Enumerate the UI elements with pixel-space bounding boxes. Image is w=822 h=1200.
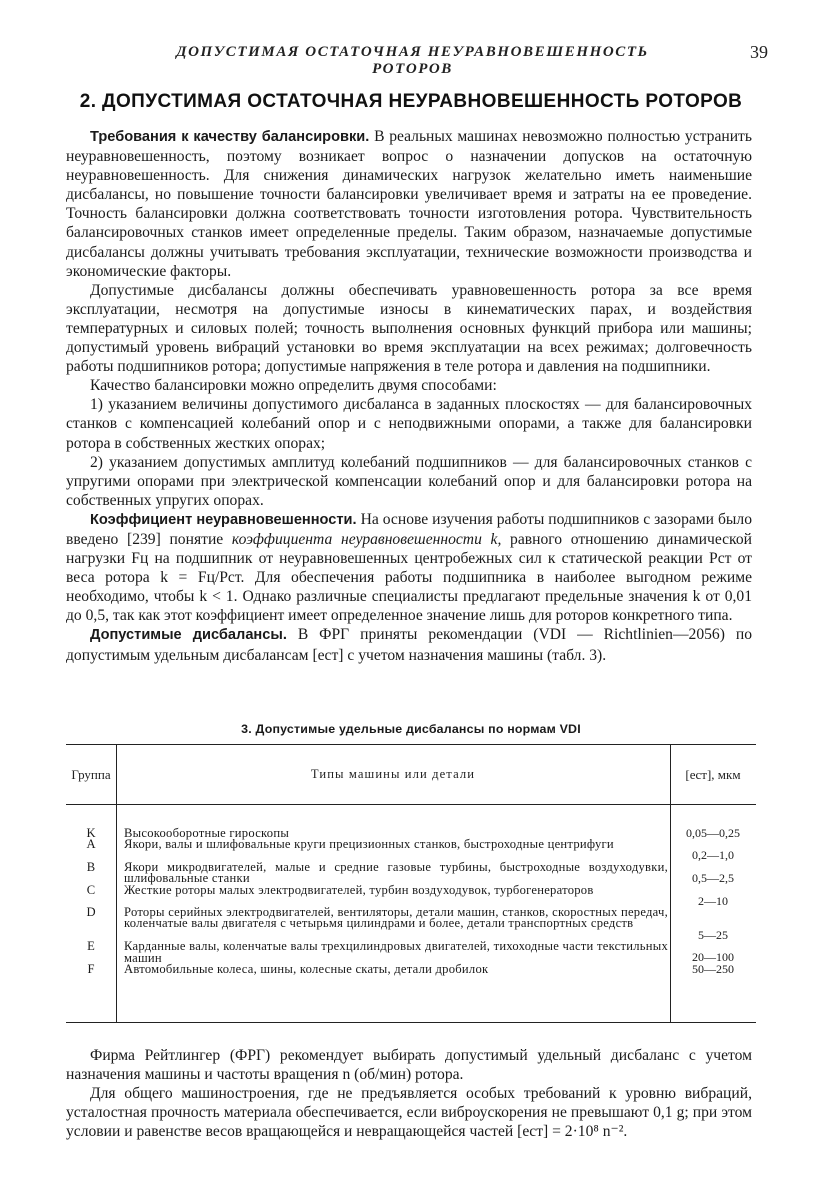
- table-cell-group: F: [87, 962, 95, 977]
- table-cell-range: 2—10: [698, 893, 728, 908]
- table-row: [66, 964, 756, 975]
- running-header: ДОПУСТИМАЯ ОСТАТОЧНАЯ НЕУРАВНОВЕШЕННОСТЬ РОТОРОВ: [176, 44, 649, 77]
- paragraph: Для общего машиностроения, где не предъявляется особых требований к уровню вибраций, усталостная прочность материала обеспечивается, если виброускорения не превышают 0,1 g; при этом условии и равенстве весов вращающейся и невращающейся частей [eст] = 2·10⁸ n⁻².: [66, 1085, 752, 1141]
- list-item: 1) указанием величины допустимого дисбаланса в заданных плоскостях — для балансировочных станков с компенсацией колебаний опор и с неподвижными опорами, а также для балансировки ротора в собственных жестких опорах;: [66, 396, 752, 452]
- body-text-lower: [66, 1046, 752, 1141]
- table-cell-range: 0,5—2,5: [692, 870, 734, 885]
- table-cell-group: A: [86, 837, 96, 852]
- table-cell-type: Роторы серийных электродвигателей, вентиляторы, детали машин, станков, скоростных передач, коленчатые валы двигателя с четырьмя цилиндрами и более, детали транспортных средств: [124, 905, 668, 931]
- paragraph-text: В реальных машинах невозможно полностью устранить неуравновешенность, поэтому возникает вопрос о назначении допусков на остаточную неуравновешенность. Для снижения динамических нагрузок желательно иметь наименьшие дисбалансы, но повышение точности балансировки увеличивает время и затраты на ее проведение. Точность балансировки должна соответствовать точности изготовления ротора. Чувствительность балансировочных станков имеет определенные пределы. Таким образом, назначаемые допустимые дисбалансы должны учитывать требования эксплуатации, технические возможности производства и экономические факторы.: [66, 128, 752, 280]
- run-in-heading: Допустимые дисбалансы.: [90, 627, 287, 644]
- table-cell-range: 20—100: [692, 950, 734, 965]
- section-title: 2. ДОПУСТИМАЯ ОСТАТОЧНАЯ НЕУРАВНОВЕШЕННОСТЬ РОТОРОВ: [79, 91, 743, 112]
- paragraph-imbalance-coefficient: [66, 510, 752, 626]
- table-cell-type: Якори микродвигателей, малые и средние газовые турбины, быстроходные воздуходувки, шлифовальные станки: [124, 859, 668, 886]
- table-row: [66, 941, 756, 964]
- table-header-unit: [eст], мкм: [685, 767, 741, 782]
- table-cell-type: Высокооборотные гироскопы: [124, 826, 290, 840]
- table-cell-group: K: [86, 826, 96, 840]
- run-in-heading: Коэффициент неуравновешенности.: [90, 511, 357, 528]
- paragraph: Допустимые дисбалансы должны обеспечивать уравновешенность ротора за все время эксплуатации, несмотря на допустимые износы в кинематических парах, и воздействия температурных и силовых полей; точность выполнения основных функций прибора или машины; допустимый уровень вибраций установки во время эксплуатации на всех режимах; долговечность работы подшипников ротора; допустимые напряжения в теле ротора и давления на подшипники.: [66, 281, 752, 376]
- table-cell-range: 0,2—1,0: [692, 848, 734, 863]
- run-in-heading: Требования к качеству балансировки.: [90, 129, 370, 145]
- table-row: [66, 859, 756, 886]
- table-header-rule: [66, 804, 756, 805]
- table-cell-group: C: [86, 882, 96, 897]
- paragraph: Качество балансировки можно определить двумя способами:: [90, 377, 497, 395]
- table-row: [66, 907, 756, 941]
- italic-term: коэффициента неуравновешенности k,: [231, 530, 502, 548]
- paragraph-allowable-imbalances: [66, 625, 752, 664]
- table-cell-group: E: [87, 939, 95, 954]
- table-body: [66, 828, 756, 976]
- table-caption: 3. Допустимые удельные дисбалансы по нормам VDI: [241, 722, 581, 736]
- table-cell-range: 5—25: [698, 928, 728, 943]
- paragraph: Фирма Рейтлингер (ФРГ) рекомендует выбирать допустимый удельный дисбаланс с учетом назначения машины и частоты вращения n (об/мин) ротора.: [66, 1047, 752, 1084]
- table-cell-group: B: [86, 859, 96, 874]
- table-bottom-rule: [66, 1022, 756, 1023]
- table-cell-group: D: [86, 905, 96, 920]
- paragraph-text: На основе изучения работы подшипников с зазорами было введено [239] понятие: [66, 510, 752, 548]
- table-row: [66, 882, 756, 908]
- table-row: [66, 839, 756, 861]
- paragraph-balancing-requirements: [66, 127, 752, 281]
- paragraph-text: В ФРГ приняты рекомендации (VDI — Richtlinien—2056) по допустимым удельным дисбалансам [eст] с учетом назначения машины (табл. 3).: [66, 626, 752, 664]
- table-cell-type: Якори, валы и шлифовальные круги прецизионных станков, быстроходные центрифуги: [124, 837, 614, 852]
- body-text-upper: [66, 127, 752, 665]
- table-cell-range: 0,05—0,25: [686, 826, 740, 840]
- table-header-group: Группа: [71, 767, 111, 782]
- table-cell-type: Автомобильные колеса, шины, колесные скаты, детали дробилок: [124, 962, 489, 977]
- table-cell-range: 50—250: [692, 962, 734, 977]
- page-number: 39: [750, 42, 768, 62]
- paragraph-text: равного отношению динамической нагрузки Fц на подшипник от неуравновешенных центробежных сил к статической реакции Pст от веса ротора k = Fц/Pст. Для обеспечения работы подшипника в наиболее выгодном режиме необходимо, чтобы k < 1. Однако различные специалисты предлагают предельные значения k от 0,01 до 0,5, так как этот коэффициент имеет определенное значение лишь для роторов конкретного типа.: [66, 530, 752, 625]
- table-header-types: Типы машины или детали: [310, 767, 476, 781]
- table-cell-type: Карданные валы, коленчатые валы трехцилиндровых двигателей, тихоходные части текстильных машин: [124, 939, 668, 965]
- list-item: 2) указанием допустимых амплитуд колебаний подшипников — для балансировочных станков с упругими опорами при электрической компенсации колебаний опор и для балансировки ротора на собственных упругих опорах.: [66, 453, 752, 509]
- table-cell-type: Жесткие роторы малых электродвигателей, турбин воздуходувок, турбогенераторов: [124, 882, 594, 897]
- table-top-rule: [66, 744, 756, 745]
